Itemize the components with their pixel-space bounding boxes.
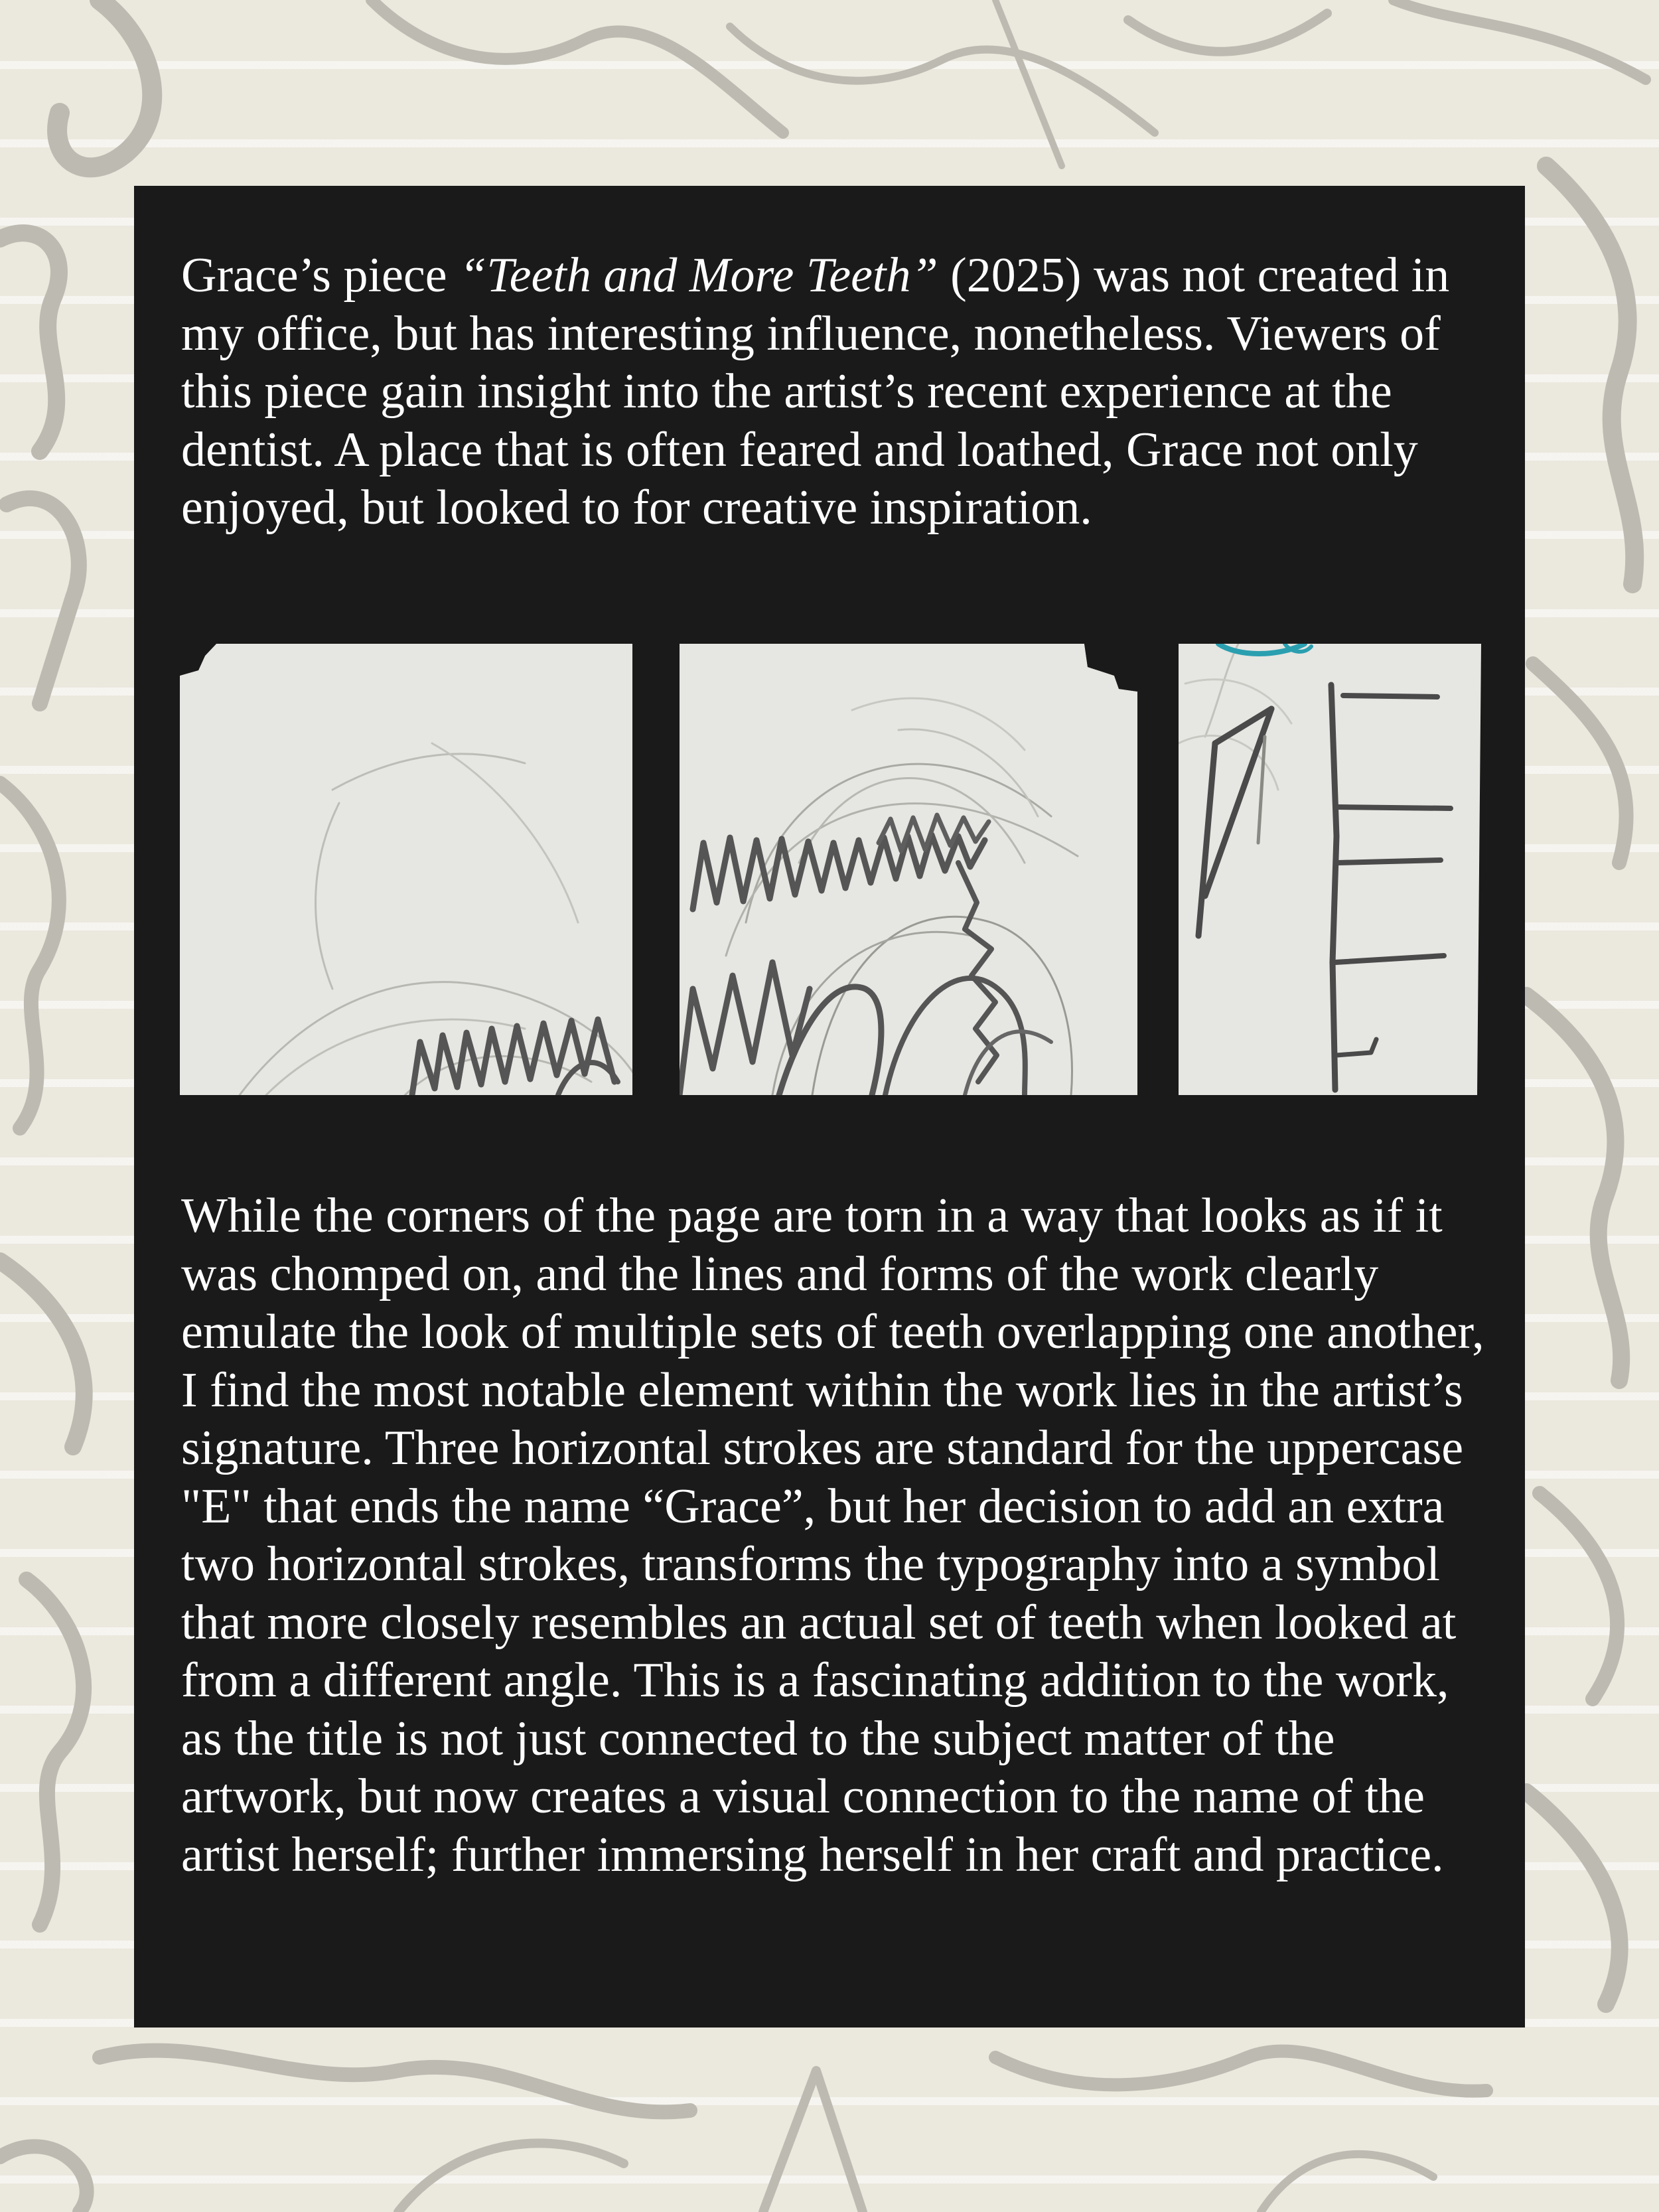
intro-text-start: Grace’s piece: [181, 248, 460, 303]
artwork-photo-center: [680, 644, 1137, 1095]
intro-text-rest: (2025) was not created in my office, but has interesting influence, nonetheless. Viewers of this piece gain insight into the artist’s recent experience at the dentist. A place that is often feared and loathed, Grace not only enjoyed, but looked to for creative inspiration.: [181, 248, 1450, 535]
artwork-photo-left: [180, 644, 632, 1095]
artwork-title: “Teeth and More Teeth”: [459, 248, 938, 303]
intro-paragraph: [181, 247, 1502, 538]
artwork-photo-signature: [1179, 644, 1481, 1095]
analysis-paragraph: While the corners of the page are torn in a way that looks as if it was chomped on, and the lines and forms of the work clearly emulate the look of multiple sets of teeth overlapping one another, I find the most notable element within the work lies in the artist’s signature. Three horizontal strokes are standard for the uppercase "E" that ends the name “Grace”, but her decision to add an extra two horizontal strokes, transforms the typography into a symbol that more closely resembles an actual set of teeth when looked at from a different angle. This is a fascinating addition to the work, as the title is not just connected to the subject matter of the artwork, but now creates a visual connection to the name of the artist herself; further immersing herself in her craft and practice.: [181, 1189, 1484, 1882]
article-panel: [134, 186, 1525, 2028]
